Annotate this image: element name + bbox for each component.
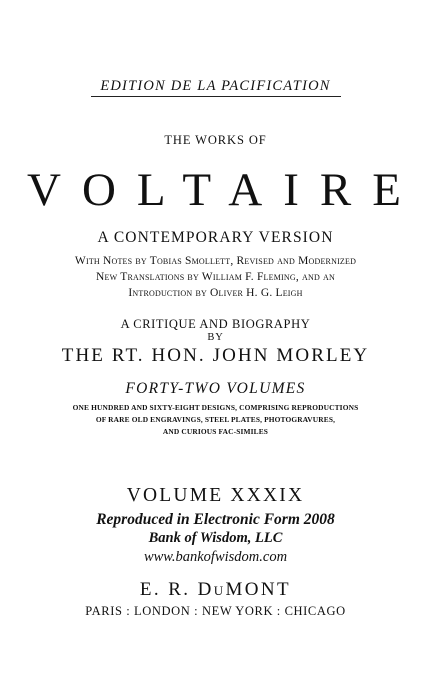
notes-line-3: Introduction by Oliver H. G. Leigh bbox=[128, 287, 303, 299]
author-title: VOLTAIRE bbox=[27, 164, 422, 216]
reproducer-name: Bank of Wisdom, LLC bbox=[148, 530, 283, 546]
reproduction-line: Reproduced in Electronic Form 2008 bbox=[96, 511, 335, 528]
edition-heading: EDITION DE LA PACIFICATION bbox=[100, 78, 331, 94]
volume-count: FORTY-TWO VOLUMES bbox=[125, 380, 306, 397]
edition-rule bbox=[91, 96, 341, 97]
notes-line-2: New Translations by William F. Fleming, and an bbox=[96, 271, 335, 283]
by-label: BY bbox=[207, 332, 224, 343]
notes-line-1: With Notes by Tobias Smollett, Revised and Modernized bbox=[74, 255, 357, 267]
publisher-cities: PARIS : LONDON : NEW YORK : CHICAGO bbox=[85, 604, 346, 618]
illustrations-line-3: AND CURIOUS FAC-SIMILES bbox=[162, 427, 269, 436]
works-of-label: THE WORKS OF bbox=[164, 133, 267, 147]
illustrations-line-2: OF RARE OLD ENGRAVINGS, STEEL PLATES, PHOTOGRAVURES, bbox=[95, 415, 336, 424]
illustrations-line-1: ONE HUNDRED AND SIXTY-EIGHT DESIGNS, COMPRISING REPRODUCTIONS bbox=[72, 403, 359, 412]
version-subtitle: A CONTEMPORARY VERSION bbox=[97, 229, 334, 246]
critic-name: THE RT. HON. JOHN MORLEY bbox=[61, 345, 370, 366]
publisher-name: E. R. DuMONT bbox=[139, 579, 292, 600]
volume-number: VOLUME XXXIX bbox=[126, 485, 305, 506]
reproducer-website: www.bankofwisdom.com bbox=[143, 549, 288, 565]
critique-label: A CRITIQUE AND BIOGRAPHY bbox=[120, 317, 311, 331]
